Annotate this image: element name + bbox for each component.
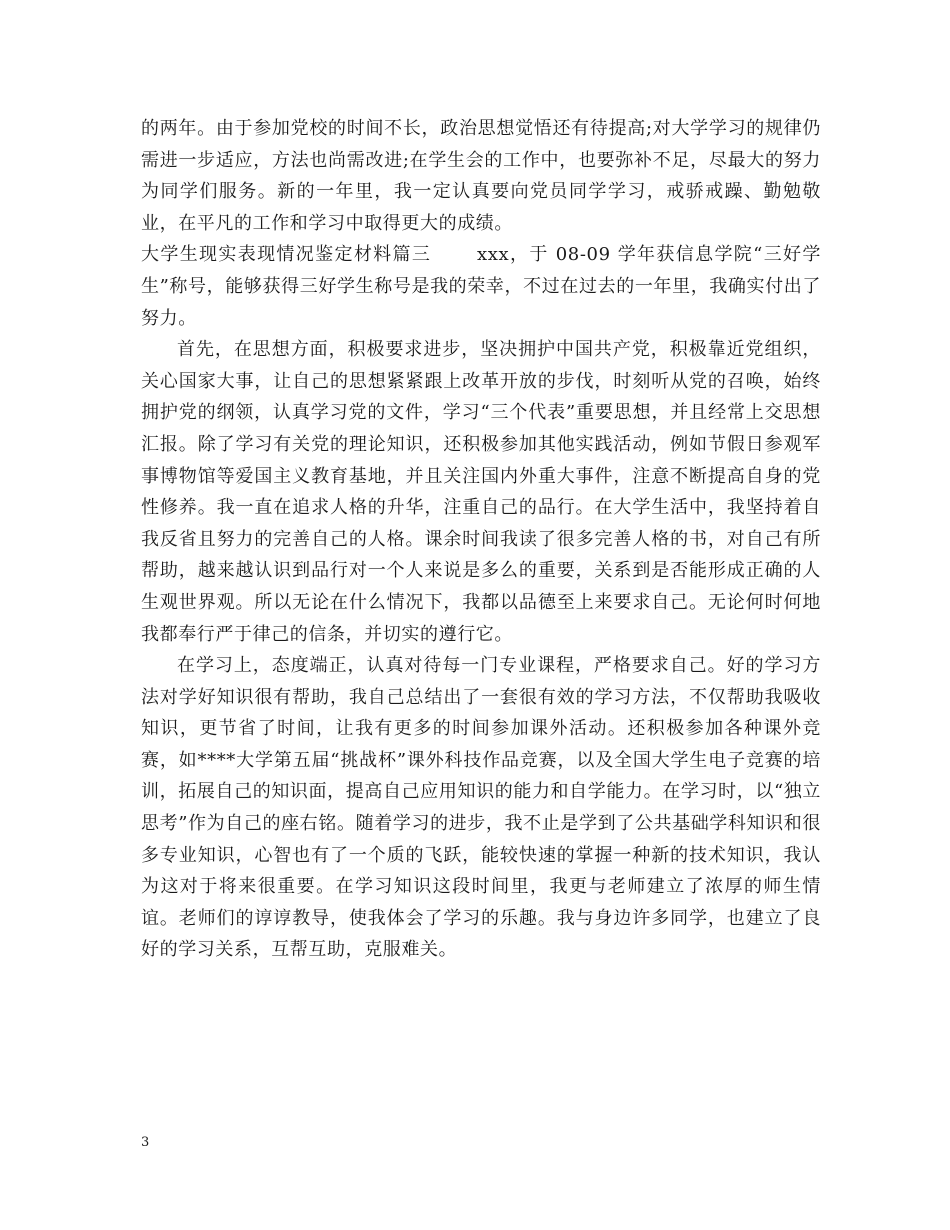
paragraph-continuation: 的两年。由于参加党校的时间不长，政治思想觉悟还有待提高;对大学学习的规律仍需进一步适应，方法也尚需改进;在学生会的工作中，也要弥补不足，尽最大的努力为同学们服务。新的一年里，我一定认真要向党员同学学习，戒骄戒躁、勤勉敬业，在平凡的工作和学习中取得更大的成绩。 <box>141 118 821 234</box>
paragraph-section-heading: 大学生现实表现情况鉴定材料篇三 xxx，于 08-09 学年获信息学院“三好学生”称号，能够获得三好学生称号是我的荣幸，不过在过去的一年里，我确实付出了努力。 <box>141 244 821 329</box>
paragraph-ideology: 首先，在思想方面，积极要求进步，坚决拥护中国共产党，积极靠近党组织，关心国家大事，让自己的思想紧紧跟上改革开放的步伐，时刻听从党的召唤，始终拥护党的纲领，认真学习党的文件，学习“三个代表”重要思想，并且经常上交思想汇报。除了学习有关党的理论知识，还积极参加其他实践活动，例如节假日参观军事博物馆等爱国主义教育基地，并且关注国内外重大事件，注意不断提高自身的党性修养。我一直在追求人格的升华，注重自己的品行。在大学生活中，我坚持着自我反省且努力的完善自己的人格。课余时间我读了很多完善人格的书，对自己有所帮助，越来越认识到品行对一个人来说是多么的重要，关系到是否能形成正确的人生观世界观。所以无论在什么情况下，我都以品德至上来要求自己。无论何时何地我都奉行严于律己的信条，并切实的遵行它。 <box>141 339 821 645</box>
document-body <box>141 113 821 966</box>
page-number: 3 <box>141 1135 150 1150</box>
paragraph-study: 在学习上，态度端正，认真对待每一门专业课程，严格要求自己。好的学习方法对学好知识很有帮助，我自己总结出了一套很有效的学习方法，不仅帮助我吸收知识，更节省了时间，让我有更多的时间参加课外活动。还积极参加各种课外竞赛，如****大学第五届“挑战杯”课外科技作品竞赛，以及全国大学生电子竞赛的培训，拓展自己的知识面，提高自己应用知识的能力和自学能力。在学习时，以“独立思考”作为自己的座右铭。随着学习的进步，我不止是学到了公共基础学科知识和很多专业知识，心智也有了一个质的飞跃，能较快速的掌握一种新的技术知识，我认为这对于将来很重要。在学习知识这段时间里，我更与老师建立了浓厚的师生情谊。老师们的谆谆教导，使我体会了学习的乐趣。我与身边许多同学，也建立了良好的学习关系，互帮互助，克服难关。 <box>141 655 821 961</box>
